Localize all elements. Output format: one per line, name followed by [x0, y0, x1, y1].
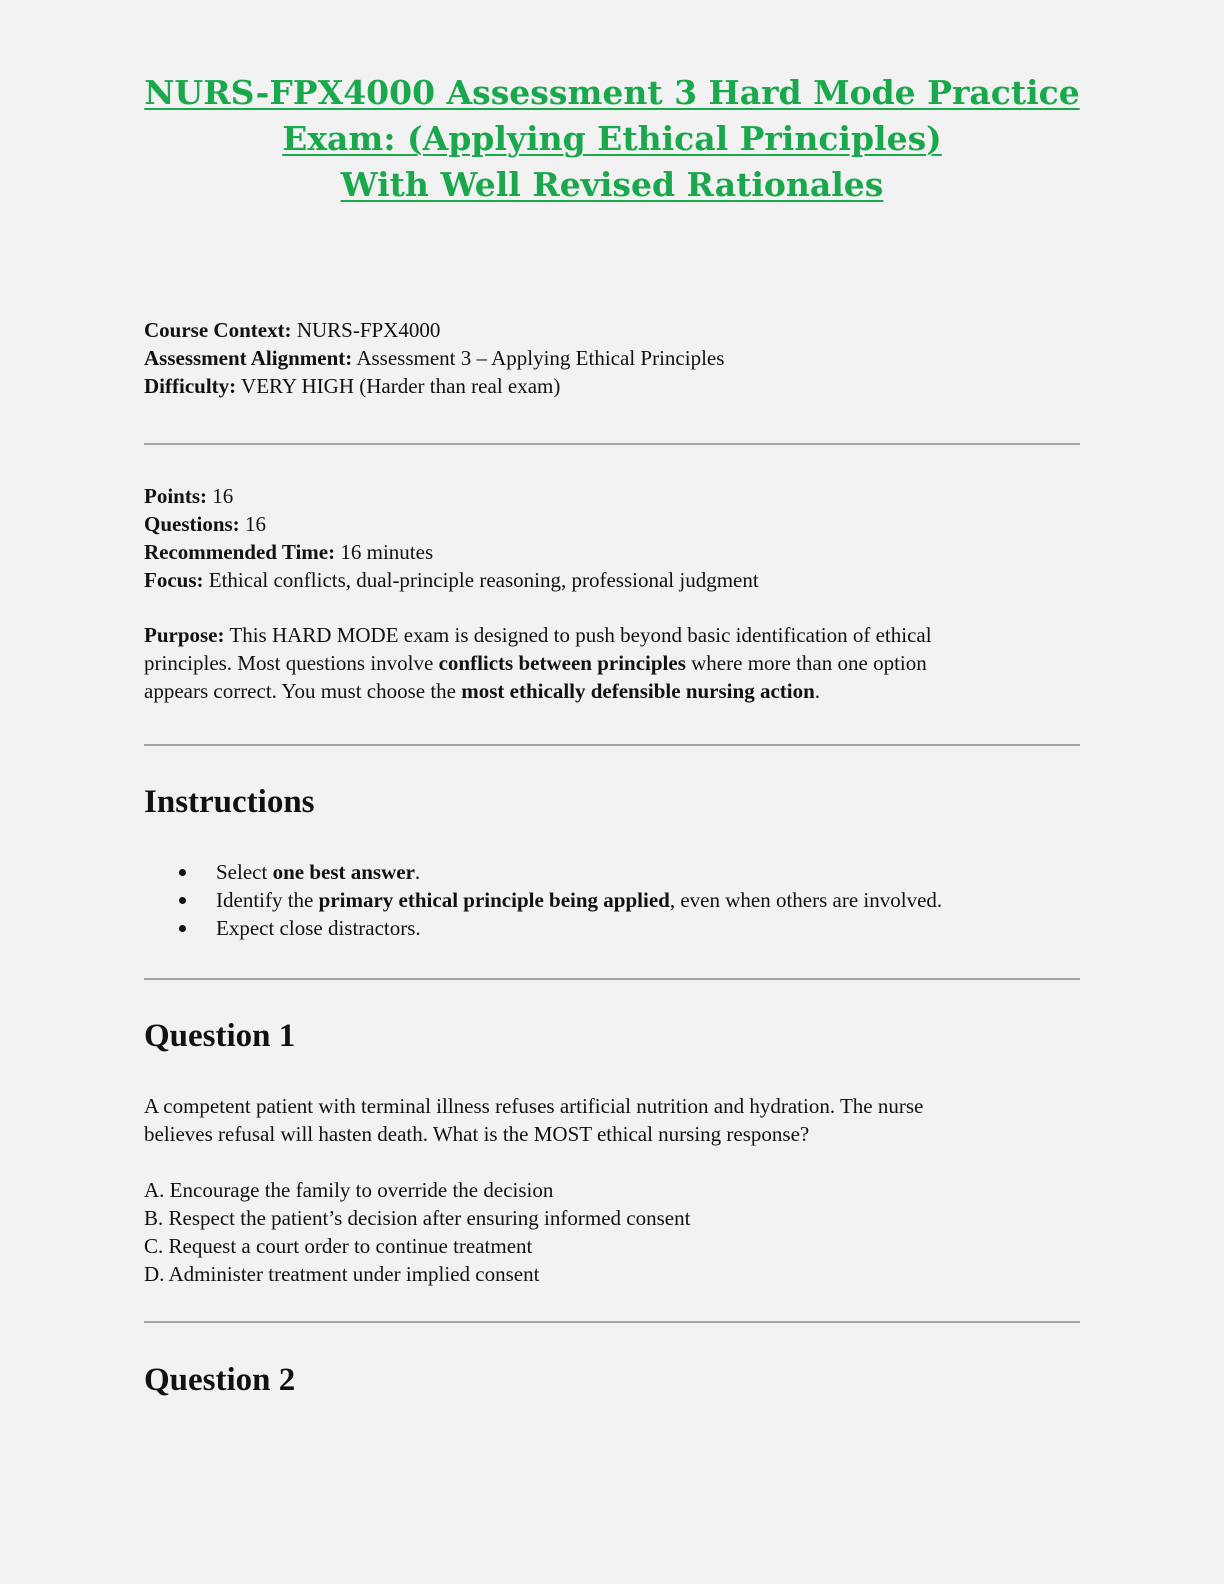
purpose-paragraph [144, 621, 1080, 705]
questions-row [144, 510, 1080, 538]
difficulty-value: VERY HIGH (Harder than real exam) [236, 374, 561, 398]
divider [144, 744, 1080, 746]
purpose-text-3a: appears correct. You must choose the [144, 679, 462, 703]
question-2-heading: Question 2 [144, 1362, 296, 1398]
answer-option-c[interactable]: C. Request a court order to continue treatment [144, 1234, 533, 1258]
question-1-stem: A competent patient with terminal illness refuses artificial nutrition and hydration. The nurse believes refusal will hasten death. What is the MOST ethical nursing response? [144, 1094, 924, 1146]
points-row [144, 482, 1080, 510]
instructions-heading: Instructions [144, 784, 315, 820]
question-1-options [144, 1176, 1080, 1288]
recommended-time-row [144, 538, 1080, 566]
recommended-time-value: 16 minutes [335, 540, 434, 564]
divider [144, 1321, 1080, 1323]
points-label: Points: [144, 484, 207, 508]
purpose-text-1: This HARD MODE exam is designed to push beyond basic identification of ethical [224, 623, 932, 647]
bullet-icon [179, 897, 186, 904]
difficulty-row [144, 372, 1080, 400]
purpose-emphasis-2: most ethically defensible nursing action [461, 679, 815, 703]
assessment-alignment-value: Assessment 3 – Applying Ethical Principles [352, 346, 725, 370]
focus-row [144, 566, 1080, 594]
points-value: 16 [207, 484, 234, 508]
divider [144, 443, 1080, 445]
divider [144, 978, 1080, 980]
focus-label: Focus: [144, 568, 204, 592]
focus-value: Ethical conflicts, dual-principle reasoning, professional judgment [203, 568, 759, 592]
recommended-time-label: Recommended Time: [144, 540, 336, 564]
purpose-text-2c: where more than one option [685, 651, 927, 675]
questions-value: 16 [239, 512, 266, 536]
assessment-alignment-label: Assessment Alignment: [144, 346, 353, 370]
title-line-1: NURS-FPX4000 Assessment 3 Hard Mode Practice [144, 73, 1080, 112]
instructions-list [144, 858, 1080, 942]
answer-option-a[interactable]: A. Encourage the family to override the decision [144, 1178, 554, 1202]
bullet-icon [179, 925, 186, 932]
answer-option-d[interactable]: D. Administer treatment under implied consent [144, 1262, 540, 1286]
questions-label: Questions: [144, 512, 240, 536]
list-item: Expect close distractors. [144, 914, 1080, 942]
course-meta [144, 316, 1080, 400]
course-context-label: Course Context: [144, 318, 292, 342]
purpose-emphasis-1: conflicts between principles [438, 651, 686, 675]
answer-option-b[interactable]: B. Respect the patient’s decision after ensuring informed consent [144, 1206, 691, 1230]
exam-details [144, 482, 1080, 594]
document-title [0, 70, 1224, 208]
list-item: Identify the primary ethical principle being applied, even when others are involved. [144, 886, 1080, 914]
course-context-value: NURS-FPX4000 [291, 318, 441, 342]
purpose-text-2a: principles. Most questions involve [144, 651, 439, 675]
question-1-heading: Question 1 [144, 1018, 296, 1054]
course-context-row [144, 316, 1080, 344]
list-item: Select one best answer. [144, 858, 1080, 886]
bullet-icon [179, 869, 186, 876]
title-line-2: Exam: (Applying Ethical Principles) [282, 119, 942, 158]
difficulty-label: Difficulty: [144, 374, 237, 398]
title-line-3: With Well Revised Rationales [340, 165, 884, 204]
purpose-text-3c: . [814, 679, 821, 703]
assessment-alignment-row [144, 344, 1080, 372]
purpose-label: Purpose: [144, 623, 225, 647]
